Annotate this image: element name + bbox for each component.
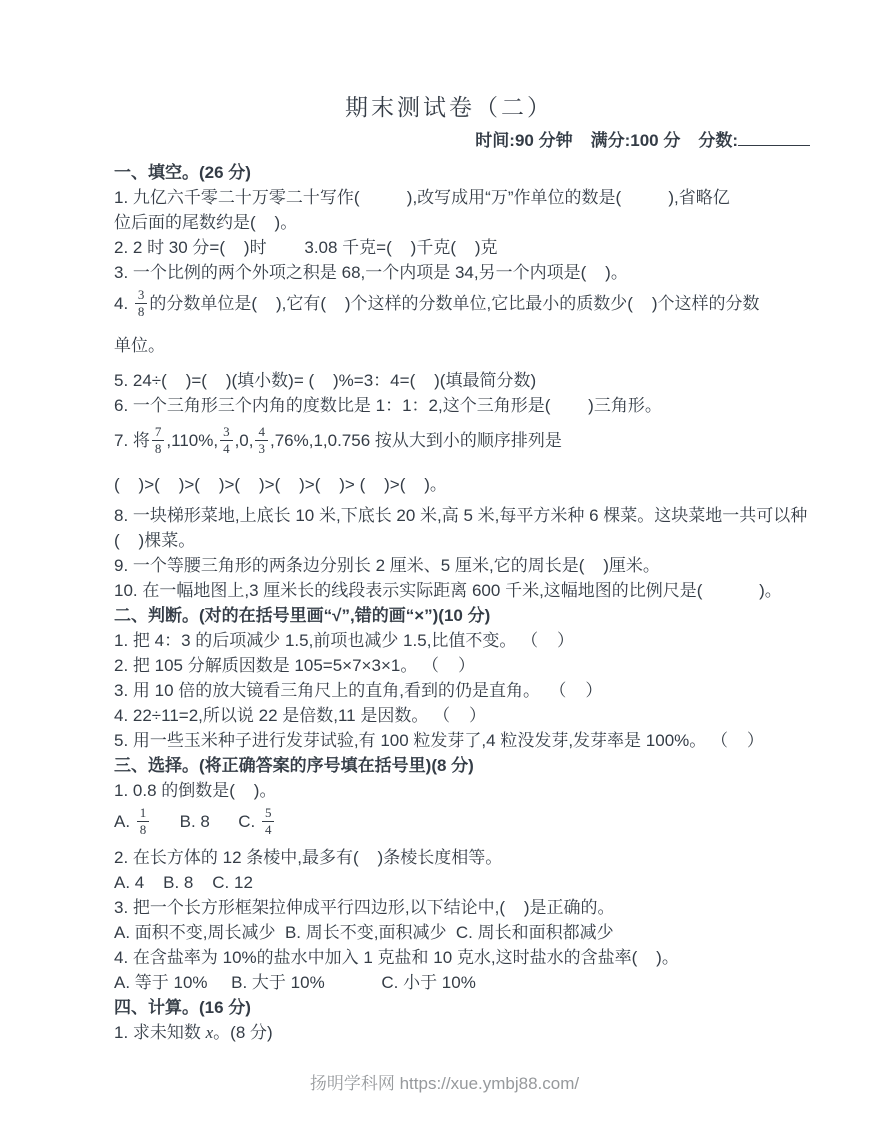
- score-blank: [738, 130, 810, 146]
- paper-content: [114, 92, 814, 1045]
- judge-q4: 4. 22÷11=2,所以说 22 是倍数,11 是因数。 （ ）: [114, 706, 486, 725]
- fraction-1-8: [137, 806, 150, 836]
- choice-q3-options: A. 面积不变,周长减少 B. 周长不变,面积减少 C. 周长和面积都减少: [114, 923, 614, 942]
- info-time: 时间:90 分钟: [475, 131, 573, 150]
- section-judge-heading: 二、判断。(对的在括号里画“√”,错的画“×”)(10 分): [114, 606, 491, 625]
- fraction-numerator: 3: [220, 425, 233, 441]
- fill-q6: 6. 一个三角形三个内角的度数比是 1：1：2,这个三角形是( )三角形。: [114, 396, 662, 415]
- fill-q4-line2: 单位。: [114, 336, 165, 355]
- fraction-7-8: [152, 425, 165, 455]
- section-fill-heading: 一、填空。(26 分): [114, 163, 251, 182]
- fill-q1-line2: 位后面的尾数约是( )。: [114, 213, 298, 232]
- fraction-numerator: 4: [255, 425, 268, 441]
- fraction-3-8: [135, 288, 148, 318]
- fill-q4-prefix: 4.: [114, 294, 133, 313]
- calc-q1-text: 1. 求未知数: [114, 1023, 206, 1042]
- fill-q7-prefix: 7. 将: [114, 431, 150, 450]
- choice-q2: 2. 在长方体的 12 条棱中,最多有( )条棱长度相等。: [114, 848, 503, 867]
- option-a-label: A.: [114, 812, 135, 831]
- section-choice-heading: 三、选择。(将正确答案的序号填在括号里)(8 分): [114, 756, 474, 775]
- judge-q1: 1. 把 4：3 的后项减少 1.5,前项也减少 1.5,比值不变。 （ ）: [114, 631, 575, 650]
- choice-q2-options: A. 4 B. 8 C. 12: [114, 873, 253, 892]
- fill-q1-line1: 1. 九亿六千零二十万零二十写作( ),改写成用“万”作单位的数是( ),省略亿: [114, 188, 730, 207]
- fraction-5-4: [262, 806, 275, 836]
- fill-q7-line1: [114, 422, 814, 460]
- judge-q3: 3. 用 10 倍的放大镜看三角尺上的直角,看到的仍是直角。 （ ）: [114, 681, 603, 700]
- fraction-3-4: [220, 425, 233, 455]
- fill-q2: 2. 2 时 30 分=( )时 3.08 千克=( )千克( )克: [114, 238, 498, 257]
- watermark-footer: 扬明学科网 https://xue.ymbj88.com/: [309, 1074, 580, 1093]
- option-b-c-labels: B. 8 C.: [151, 812, 260, 831]
- judge-q5: 5. 用一些玉米种子进行发芽试验,有 100 粒发芽了,4 粒没发芽,发芽率是 100%。 （ ）: [114, 731, 764, 750]
- fill-q10: 10. 在一幅地图上,3 厘米长的线段表示实际距离 600 千米,这幅地图的比例尺是( )。: [114, 581, 782, 600]
- fraction-numerator: 7: [152, 425, 165, 441]
- fill-q8-line1: 8. 一块梯形菜地,上底长 10 米,下底长 20 米,高 5 米,每平方米种 6 棵菜。这块菜地一共可以种: [114, 506, 808, 525]
- fill-q4-text: 的分数单位是( ),它有( )个这样的分数单位,它比最小的质数少( )个这样的分数: [149, 294, 760, 313]
- fraction-denominator: 4: [264, 822, 272, 838]
- fill-q7-text1: ,110%,: [166, 431, 219, 450]
- calc-q1: [114, 1020, 814, 1045]
- fraction-numerator: 3: [135, 288, 148, 304]
- info-full-score: 满分:100 分: [590, 131, 681, 150]
- fraction-numerator: 1: [137, 806, 150, 822]
- choice-q4-options: A. 等于 10% B. 大于 10% C. 小于 10%: [114, 973, 476, 992]
- fraction-denominator: 8: [154, 441, 162, 457]
- info-score-label: 分数:: [698, 131, 738, 150]
- fraction-denominator: 3: [258, 441, 265, 457]
- paper-title: 期末测试卷（二）: [345, 95, 553, 120]
- choice-q3: 3. 把一个长方形框架拉伸成平行四边形,以下结论中,( )是正确的。: [114, 898, 615, 917]
- section-calc-heading: 四、计算。(16 分): [114, 998, 251, 1017]
- choice-q1: 1. 0.8 的倒数是( )。: [114, 781, 277, 800]
- variable-x: x: [205, 1023, 214, 1042]
- fraction-numerator: 5: [262, 806, 275, 822]
- calc-q1-points: 。(8 分): [213, 1023, 273, 1042]
- fill-q7-answer-blanks: ( )>( )>( )>( )>( )>( )> ( )>( )。: [114, 475, 447, 494]
- fill-q7-text2: ,0,: [234, 431, 254, 450]
- paper-info-line: [114, 128, 814, 154]
- choice-q1-options: [114, 803, 814, 841]
- fraction-denominator: 8: [137, 304, 145, 320]
- fill-q3: 3. 一个比例的两个外项之积是 68,一个内项是 34,另一个内项是( )。: [114, 263, 628, 282]
- judge-q2: 2. 把 105 分解质因数是 105=5×7×3×1。 （ ）: [114, 656, 475, 675]
- fill-q5: 5. 24÷( )=( )(填小数)= ( )%=3：4=( )(填最简分数): [114, 371, 537, 390]
- fraction-4-3: [255, 425, 268, 455]
- fraction-denominator: 4: [223, 441, 230, 457]
- fill-q4-line1: [114, 285, 814, 323]
- fill-q9: 9. 一个等腰三角形的两条边分别长 2 厘米、5 厘米,它的周长是( )厘米。: [114, 556, 660, 575]
- fill-q7-text3: ,76%,1,0.756 按从大到小的顺序排列是: [269, 431, 562, 450]
- fill-q8-line2: ( )棵菜。: [114, 531, 196, 550]
- choice-q4: 4. 在含盐率为 10%的盐水中加入 1 克盐和 10 克水,这时盐水的含盐率( )。: [114, 948, 679, 967]
- fraction-denominator: 8: [139, 822, 147, 838]
